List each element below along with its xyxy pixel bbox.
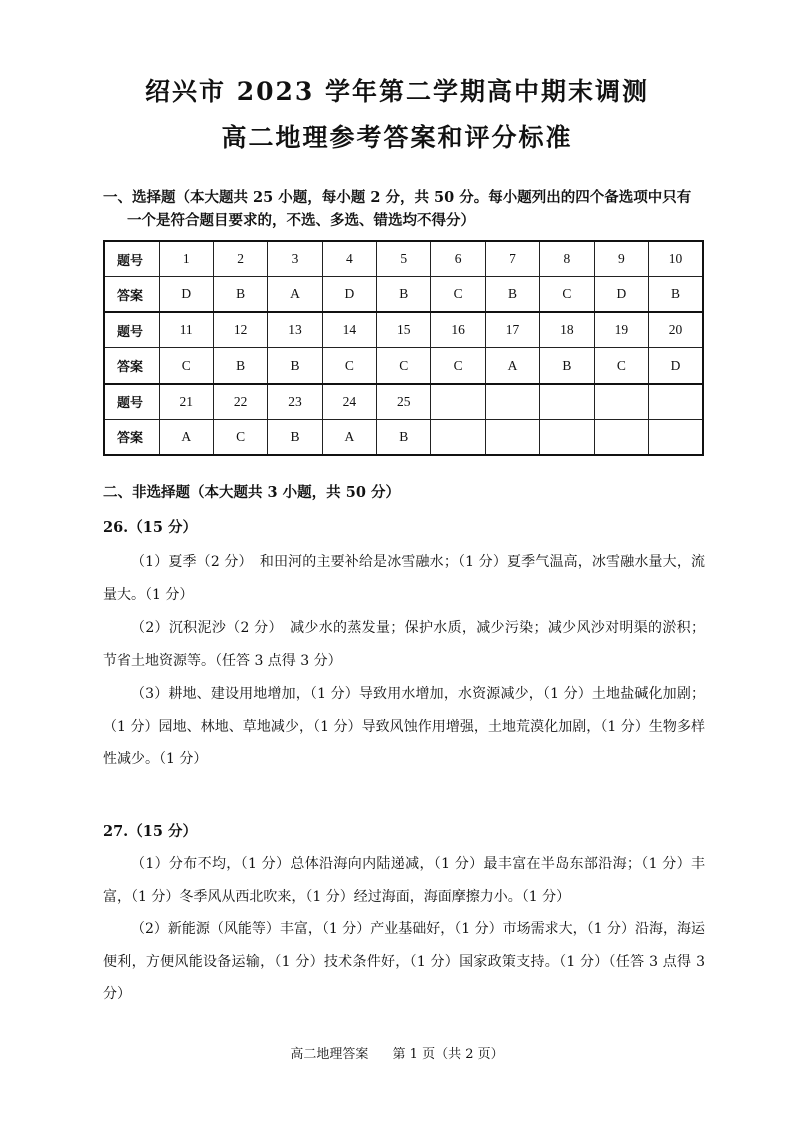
question-number-cell: 14 — [322, 312, 376, 348]
question-number-cell: 18 — [540, 312, 594, 348]
section1-line2: 一个是符合题目要求的，不选、多选、错选均不得分） — [127, 212, 475, 229]
question-number-cell: 2 — [213, 241, 267, 277]
answer-cell: C — [213, 419, 267, 455]
question-number-label: 题号 — [104, 312, 159, 348]
answer-cell: B — [540, 348, 594, 384]
answer-cell: C — [431, 277, 485, 313]
question-number-cell: 7 — [485, 241, 539, 277]
question-number-cell: 23 — [268, 384, 322, 420]
q27-part2: （2）新能源（风能等）丰富，（1 分）产业基础好，（1 分）市场需求大，（1 分）沿海，海运便利，方便风能设备运输，（1 分）技术条件好，（1 分）国家政策支持。（1 分）（任答 3 点得 3 分） — [103, 921, 705, 1002]
answer-cell — [540, 419, 594, 455]
question-number-row — [104, 241, 703, 277]
question-number-cell: 19 — [594, 312, 648, 348]
section1-instructions — [103, 186, 713, 232]
answer-cell — [594, 419, 648, 455]
answer-cell: C — [594, 348, 648, 384]
q26-part3: （3）耕地、建设用地增加，（1 分）导致用水增加，水资源减少，（1 分）土地盐碱化加剧；（1 分）园地、林地、草地减少，（1 分）导致风蚀作用增强，土地荒漠化加剧，（1 分）生物多样性减少。（1 分） — [103, 686, 705, 767]
question-number-row — [104, 312, 703, 348]
answer-cell: D — [594, 277, 648, 313]
question-number-cell: 5 — [377, 241, 431, 277]
question-number-cell: 10 — [649, 241, 703, 277]
question-number-cell: 22 — [213, 384, 267, 420]
question-number-cell: 3 — [268, 241, 322, 277]
answer-cell: B — [268, 419, 322, 455]
q27-heading: 27.（15 分） — [103, 823, 197, 840]
question-number-cell: 12 — [213, 312, 267, 348]
question-number-label: 题号 — [104, 241, 159, 277]
question-number-cell: 8 — [540, 241, 594, 277]
answer-table — [103, 240, 704, 456]
answer-cell: C — [377, 348, 431, 384]
answer-cell: B — [649, 277, 703, 313]
answer-row — [104, 419, 703, 455]
answer-cell: B — [485, 277, 539, 313]
question-number-cell — [649, 384, 703, 420]
question-number-cell: 11 — [159, 312, 213, 348]
question-number-cell: 9 — [594, 241, 648, 277]
answer-cell: B — [268, 348, 322, 384]
question-number-cell: 25 — [377, 384, 431, 420]
page-footer — [0, 1043, 794, 1062]
question-number-cell: 20 — [649, 312, 703, 348]
answer-cell: C — [540, 277, 594, 313]
answer-cell: C — [159, 348, 213, 384]
answer-label: 答案 — [104, 419, 159, 455]
answer-cell: C — [322, 348, 376, 384]
question-number-cell: 6 — [431, 241, 485, 277]
section2-heading: 二、非选择题（本大题共 3 小题，共 50 分） — [103, 484, 400, 501]
answer-cell: B — [213, 277, 267, 313]
answer-cell: A — [268, 277, 322, 313]
answer-cell: A — [159, 419, 213, 455]
answer-cell: B — [213, 348, 267, 384]
exam-subtitle: 高二地理参考答案和评分标准 — [221, 123, 573, 152]
question-number-cell: 1 — [159, 241, 213, 277]
answer-label: 答案 — [104, 277, 159, 313]
footer-page-number: 第 1 页（共 2 页） — [392, 1047, 504, 1062]
answer-label: 答案 — [104, 348, 159, 384]
question-number-row — [104, 384, 703, 420]
question-number-cell: 21 — [159, 384, 213, 420]
answer-cell: B — [377, 277, 431, 313]
answer-cell: B — [377, 419, 431, 455]
answer-cell: D — [159, 277, 213, 313]
q26-heading: 26.（15 分） — [103, 519, 197, 536]
answer-cell — [485, 419, 539, 455]
question-number-cell: 4 — [322, 241, 376, 277]
question-number-cell — [431, 384, 485, 420]
answer-cell: C — [431, 348, 485, 384]
question-number-cell: 17 — [485, 312, 539, 348]
question-number-cell: 13 — [268, 312, 322, 348]
q26-part1: （1）夏季（2 分） 和田河的主要补给是冰雪融水；（1 分）夏季气温高，冰雪融水量大，流量大。（1 分） — [103, 554, 705, 603]
question-number-cell — [540, 384, 594, 420]
exam-title: 绍兴市 2023 学年第二学期高中期末调测 — [145, 77, 649, 106]
answer-row — [104, 348, 703, 384]
question-number-label: 题号 — [104, 384, 159, 420]
question-number-cell: 16 — [431, 312, 485, 348]
answer-cell — [431, 419, 485, 455]
q26-part2: （2）沉积泥沙（2 分） 减少水的蒸发量；保护水质，减少污染；减少风沙对明渠的淤积；节省土地资源等。（任答 3 点得 3 分） — [103, 620, 705, 669]
answer-cell: D — [649, 348, 703, 384]
answer-cell — [649, 419, 703, 455]
answer-cell: A — [322, 419, 376, 455]
answer-cell: D — [322, 277, 376, 313]
section1-line1: 一、选择题（本大题共 25 小题，每小题 2 分，共 50 分。每小题列出的四个备选项中只有 — [103, 189, 692, 206]
q27-part1: （1）分布不均，（1 分）总体沿海向内陆递减，（1 分）最丰富在半岛东部沿海；（1 分）丰富，（1 分）冬季风从西北吹来，（1 分）经过海面，海面摩擦力小。（1 分） — [103, 856, 705, 905]
question-number-cell — [485, 384, 539, 420]
answer-cell: A — [485, 348, 539, 384]
question-number-cell — [594, 384, 648, 420]
question-number-cell: 24 — [322, 384, 376, 420]
answer-row — [104, 277, 703, 313]
footer-doc-name: 高二地理答案 — [290, 1047, 369, 1062]
question-number-cell: 15 — [377, 312, 431, 348]
